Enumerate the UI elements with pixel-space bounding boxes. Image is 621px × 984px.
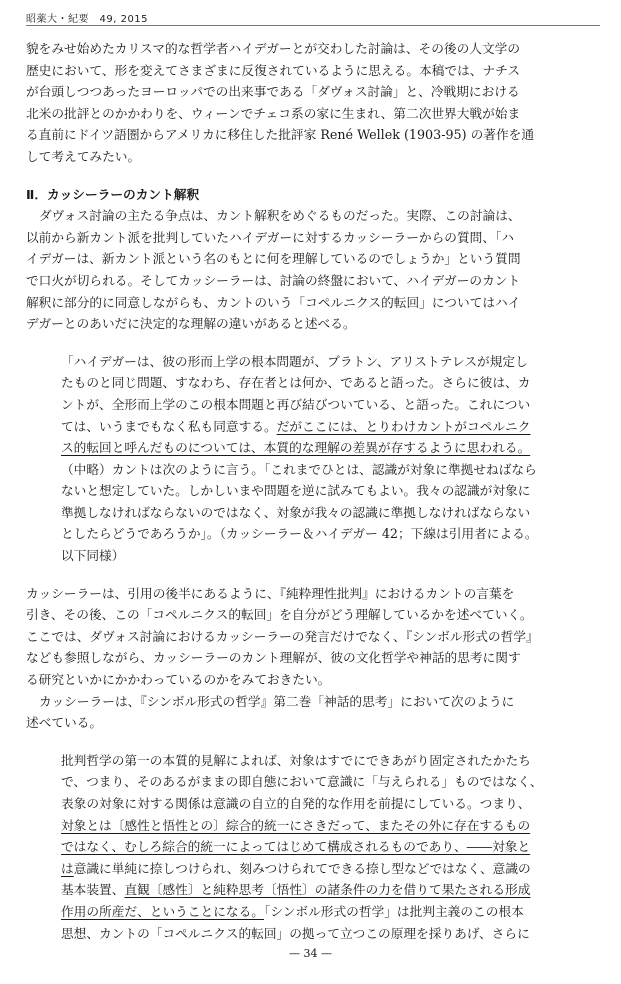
quote-line: 批判哲学の第一の本質的見解によれば、対象はすでにできあがり固定されたかたち — [61, 752, 531, 768]
quote-line: ないと想定していた。しかしいまや問題を逆に試みてもよい。我々の認識が対象に — [61, 483, 531, 499]
quote-line: 表象の対象に対する関係は意識の自立的自発的な作用を前提にしている。つまり、 — [61, 796, 531, 811]
section-heading: Ⅱ．カッシーラーのカント解釈 — [26, 186, 200, 202]
text-line: 引き、その後、この「コペルニクス的転回」を自分がどう理解しているかを述べていく。 — [26, 607, 533, 623]
text-line: カッシーラーは、引用の後半にあるように、『純粋理性批判』におけるカントの言葉を — [26, 585, 515, 601]
running-header: 昭薬大・紀要 49, 2015 — [26, 14, 149, 25]
quote-line: で、つまり、そのあるがままの即自態において意識に「与えられる」ものではなく、 — [61, 774, 543, 790]
quote-line: 「ハイデガーは、彼の形而上学の根本問題が、プラトン、アリストテレスが規定し — [61, 353, 528, 369]
body-paragraph — [26, 583, 600, 734]
text-line: 解釈に部分的に同意しながらも、カントのいう「コペルニクス的転回」についてはハイ — [26, 294, 521, 310]
quote-text: 基本装置、 — [61, 882, 125, 898]
quote-line: ントが、全形而上学のこの根本問題と再び結びついている、と語った。これについ — [61, 396, 531, 412]
text-line: ここでは、ダヴォス討論におけるカッシーラーの発言だけでなく、『シンボル形式の哲学』 — [26, 628, 539, 644]
text-line: 以前から新カント派を批判していたハイデガーに対するカッシーラーからの質問、「ハ — [26, 229, 515, 245]
quote-text: 「シンボル形式の哲学」は批判主義のこの根本 — [264, 903, 524, 919]
text-line: ダヴォス討論の主たる争点は、カント解釈をめぐるものだった。実際、この討論は、 — [39, 208, 521, 224]
page-number: — 34 — — [289, 947, 332, 960]
block-quote-cassirer — [26, 750, 600, 944]
quote-line — [26, 437, 598, 459]
header-divider — [26, 25, 600, 26]
underlined-text: 作用の所産だ、ということになる。 — [61, 903, 264, 919]
section-paragraph — [26, 205, 600, 335]
page-body — [26, 38, 600, 944]
quote-line: としたらどうであろうか」。（カッシーラー＆ハイデガー 42；下線は引用者による。 — [61, 526, 538, 542]
underlined-text: 対象とは〔感性と悟性との〕綜合的統一にさきだって、またその外に存在するもの — [61, 817, 531, 833]
quote-line: （中略）カントは次のように言う。「これまでひとは、認識が対象に準拠せねばなら — [61, 461, 537, 477]
quote-line: 準拠しなければならないのではなく、対象が我々の認識に準拠しなければならない — [61, 504, 531, 520]
text-line: イデガーは、新カント派という名のもとに何を理解しているのでしょうか」という質問 — [26, 251, 521, 267]
text-line: カッシーラーは、『シンボル形式の哲学』第二巻「神話的思考」において次のように — [39, 693, 515, 709]
quote-text: 意識に単純に捺しつけられ、刻みつけられてできる捺し型などではなく、意識の — [73, 860, 531, 876]
underlined-text: は — [61, 860, 74, 876]
text-line: 歴史において、形を変えてさまざまに反復されているように思える。本稿では、ナチス — [26, 62, 521, 78]
text-line: る直前にドイツ語圏からアメリカに移住した批評家 René Wellek (1903-95) の著作を通 — [26, 127, 535, 143]
underlined-text: だがここには、とりわけカントがコペルニク — [276, 418, 531, 434]
quote-line — [26, 815, 598, 837]
quote-line: 思想、カントの「コペルニクス的転回」の拠って立つこの原理を採りあげ、さらに — [61, 925, 530, 941]
text-line: デガーとのあいだに決定的な理解の違いがあると述べる。 — [26, 316, 356, 332]
quote-line: たものと同じ問題、すなわち、存在者とは何か、であると語った。さらに彼は、カ — [61, 375, 531, 391]
text-line: 北米の批評とのかかわりを、ウィーンでチェコ系の家に生まれ、第二次世界大戦が始ま — [26, 105, 521, 121]
quote-line — [26, 858, 598, 880]
underlined-text: ではなく、むしろ綜合的統一によってはじめて構成されるものであり、――対象と — [61, 839, 531, 855]
text-line: なども参照しながら、カッシーラーのカント理解が、彼の文化哲学や神話的思考に関す — [26, 650, 521, 666]
intro-paragraph — [26, 38, 600, 168]
quote-line: 以下同様） — [61, 548, 125, 564]
quote-line — [26, 416, 598, 438]
text-line: して考えてみたい。 — [26, 148, 141, 164]
text-line: で口火が切られる。そしてカッシーラーは、討論の終盤において、ハイデガーのカント — [26, 272, 521, 288]
block-quote-heidegger — [26, 351, 600, 567]
text-line: 述べている。 — [26, 715, 103, 731]
text-line: が台頭しつつあったヨーロッパでの出来事である「ダヴォス討論」と、冷戦期における — [26, 84, 520, 100]
underlined-text: 直観〔感性〕と純粋思考〔悟性〕の諸条件の力を借りて果たされる形成 — [124, 882, 531, 898]
text-line: 貌をみせ始めたカリスマ的な哲学者ハイデガーとが交わした討論は、その後の人文学の — [26, 41, 521, 56]
quote-line — [26, 836, 598, 858]
quote-line — [26, 901, 598, 923]
quote-line — [26, 879, 598, 901]
underlined-text: ス的転回と呼んだものについては、本質的な理解の差異が存するように思われる。 — [61, 440, 531, 456]
quote-text: ては、いうまでもなく私も同意する。 — [61, 418, 277, 434]
text-line: る研究といかにかかわっているのかをみておきたい。 — [26, 672, 331, 688]
